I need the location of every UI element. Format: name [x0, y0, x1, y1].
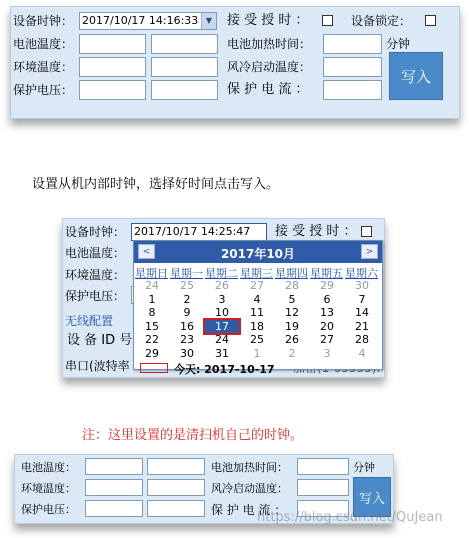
calendar-day[interactable]: 21 [355, 319, 369, 333]
calendar-day[interactable]: 28 [355, 333, 369, 346]
today-marker [140, 363, 168, 373]
calendar-day[interactable]: 2 [288, 346, 296, 360]
battery-heat-label-3: 电池加热时间： [211, 461, 288, 474]
calendar-header [134, 241, 382, 263]
fan-start-label: 风冷启动温度： [227, 60, 312, 74]
calendar-day[interactable]: 3 [323, 346, 331, 360]
minutes-unit-3: 分钟 [353, 461, 375, 474]
serial-label: 串口(波特率 [65, 359, 130, 373]
calendar-day[interactable]: 11 [250, 306, 264, 319]
calendar-day[interactable]: 4 [358, 346, 366, 360]
env-temp-label-3: 环境温度： [21, 482, 76, 495]
device-lock-checkbox[interactable] [425, 15, 436, 26]
protect-voltage-input-2[interactable] [151, 80, 218, 100]
prev-month-button[interactable]: < [138, 244, 155, 259]
protect-current-input[interactable] [323, 80, 382, 100]
protect-current-label: 保 护 电 流 ： [227, 82, 309, 97]
settings-panel-top [10, 6, 460, 119]
calendar-day[interactable]: 13 [320, 306, 334, 319]
device-clock-label: 设备时钟： [13, 14, 74, 28]
note-text: 注：这里设置的是清扫机自己的时钟。 [82, 428, 304, 443]
battery-temp-input-2[interactable] [151, 34, 218, 54]
calendar-day[interactable]: 27 [250, 279, 264, 292]
calendar-day[interactable]: 30 [355, 279, 369, 292]
calendar-day[interactable]: 31 [215, 346, 229, 360]
today-label[interactable]: 今天: 2017-10-17 [174, 363, 275, 376]
calendar-day[interactable]: 4 [253, 292, 261, 306]
accept-time-checkbox-2[interactable] [361, 226, 372, 237]
write-button-3[interactable]: 写入 [353, 477, 391, 517]
calendar-day[interactable]: 24 [145, 279, 159, 292]
battery-temp-input-3a[interactable] [85, 458, 143, 475]
calendar-day[interactable]: 15 [145, 319, 159, 333]
env-temp-input-3a[interactable] [85, 479, 143, 496]
battery-temp-input-3b[interactable] [147, 458, 205, 475]
calendar-day[interactable]: 1 [148, 292, 156, 306]
battery-temp-label-3: 电池温度： [21, 461, 76, 474]
calendar-day[interactable]: 10 [215, 306, 229, 319]
weekday-header: 星期六 [345, 267, 378, 280]
protect-current-label-3: 保 护 电 流 ： [211, 503, 287, 517]
device-clock-label-2: 设备时钟： [65, 225, 126, 239]
datetime-value-2: 2017/10/17 14:25:47 [134, 225, 251, 238]
datetime-picker[interactable] [79, 12, 217, 30]
calendar-day[interactable]: 17 [205, 320, 239, 333]
calendar-day[interactable]: 1 [253, 346, 261, 360]
device-id-label: 设 备 ID 号 [67, 333, 133, 348]
accept-time-checkbox[interactable] [322, 15, 333, 26]
fan-start-label-3: 风冷启动温度： [211, 482, 288, 495]
calendar-month-title: 2017年10月 [220, 247, 296, 261]
calendar-day[interactable]: 12 [285, 306, 299, 319]
wireless-config-link[interactable]: 无线配置 [65, 314, 114, 328]
weekday-header: 星期日 [135, 267, 168, 280]
battery-heat-input-3[interactable] [297, 458, 349, 475]
calendar-day[interactable]: 7 [358, 292, 366, 306]
calendar-day[interactable]: 25 [250, 333, 264, 346]
calendar-day[interactable]: 30 [180, 346, 194, 360]
env-temp-input-3b[interactable] [147, 479, 205, 496]
datetime-value: 2017/10/17 14:16:33 [82, 14, 199, 27]
fan-start-input[interactable] [323, 57, 382, 77]
env-temp-label: 环境温度： [13, 60, 74, 74]
calendar-day[interactable]: 24 [215, 333, 229, 346]
calendar-day[interactable]: 9 [183, 306, 191, 319]
calendar-day[interactable]: 6 [323, 292, 331, 306]
calendar-day[interactable]: 29 [145, 346, 159, 360]
calendar-popup[interactable] [133, 240, 383, 376]
chevron-down-icon[interactable]: ▼ [201, 13, 216, 29]
device-lock-label: 设备锁定： [351, 14, 412, 28]
protect-voltage-input-3a[interactable] [85, 500, 143, 517]
battery-heat-input[interactable] [323, 34, 382, 54]
calendar-day[interactable]: 29 [320, 279, 334, 292]
calendar-day[interactable]: 26 [285, 333, 299, 346]
weekday-header: 星期一 [170, 267, 203, 280]
calendar-day[interactable]: 2 [183, 292, 191, 306]
battery-temp-label: 电池温度： [13, 37, 74, 51]
calendar-day[interactable]: 18 [250, 319, 264, 333]
env-temp-label-2: 环境温度： [65, 268, 126, 282]
calendar-day[interactable]: 28 [285, 279, 299, 292]
env-temp-input-1[interactable] [79, 57, 146, 77]
calendar-day[interactable]: 14 [355, 306, 369, 319]
protect-voltage-label-2: 保护电压： [65, 289, 126, 303]
protect-voltage-label-3: 保护电压： [21, 503, 76, 516]
accept-time-label-2: 接 受 授 时 ： [275, 224, 357, 239]
calendar-day[interactable]: 26 [215, 279, 229, 292]
accept-time-label: 接 受 授 时 ： [227, 13, 309, 28]
watermark: https://blog.csdn.net/QuJean [257, 510, 443, 525]
battery-heat-label: 电池加热时间： [227, 37, 312, 51]
protect-voltage-input-1[interactable] [79, 80, 146, 100]
datetime-picker-2[interactable] [131, 223, 267, 241]
battery-temp-label-2: 电池温度： [65, 246, 126, 260]
minutes-unit: 分钟 [386, 37, 411, 51]
calendar-day[interactable]: 3 [218, 292, 226, 306]
calendar-day[interactable]: 16 [180, 319, 194, 333]
calendar-day[interactable]: 27 [320, 333, 334, 346]
caption-set-clock: 设置从机内部时钟，选择好时间点击写入。 [32, 177, 280, 192]
calendar-day[interactable]: 19 [285, 319, 299, 333]
calendar-day[interactable]: 22 [145, 333, 159, 346]
calendar-day[interactable]: 23 [180, 333, 194, 346]
calendar-day[interactable]: 8 [148, 306, 156, 319]
next-month-button[interactable]: > [361, 244, 378, 259]
fan-start-input-3[interactable] [297, 479, 349, 496]
calendar-day[interactable]: 25 [180, 279, 194, 292]
battery-temp-input-1[interactable] [79, 34, 146, 54]
protect-voltage-input-3b[interactable] [147, 500, 205, 517]
protect-voltage-label: 保护电压： [13, 83, 74, 97]
weekday-header: 星期三 [240, 267, 273, 280]
weekday-header: 星期四 [275, 267, 308, 280]
write-button[interactable]: 写入 [389, 52, 443, 100]
weekday-header: 星期五 [310, 267, 343, 280]
env-temp-input-2[interactable] [151, 57, 218, 77]
weekday-header: 星期二 [205, 267, 238, 280]
calendar-day[interactable]: 5 [288, 292, 296, 306]
calendar-day[interactable]: 20 [320, 319, 334, 333]
